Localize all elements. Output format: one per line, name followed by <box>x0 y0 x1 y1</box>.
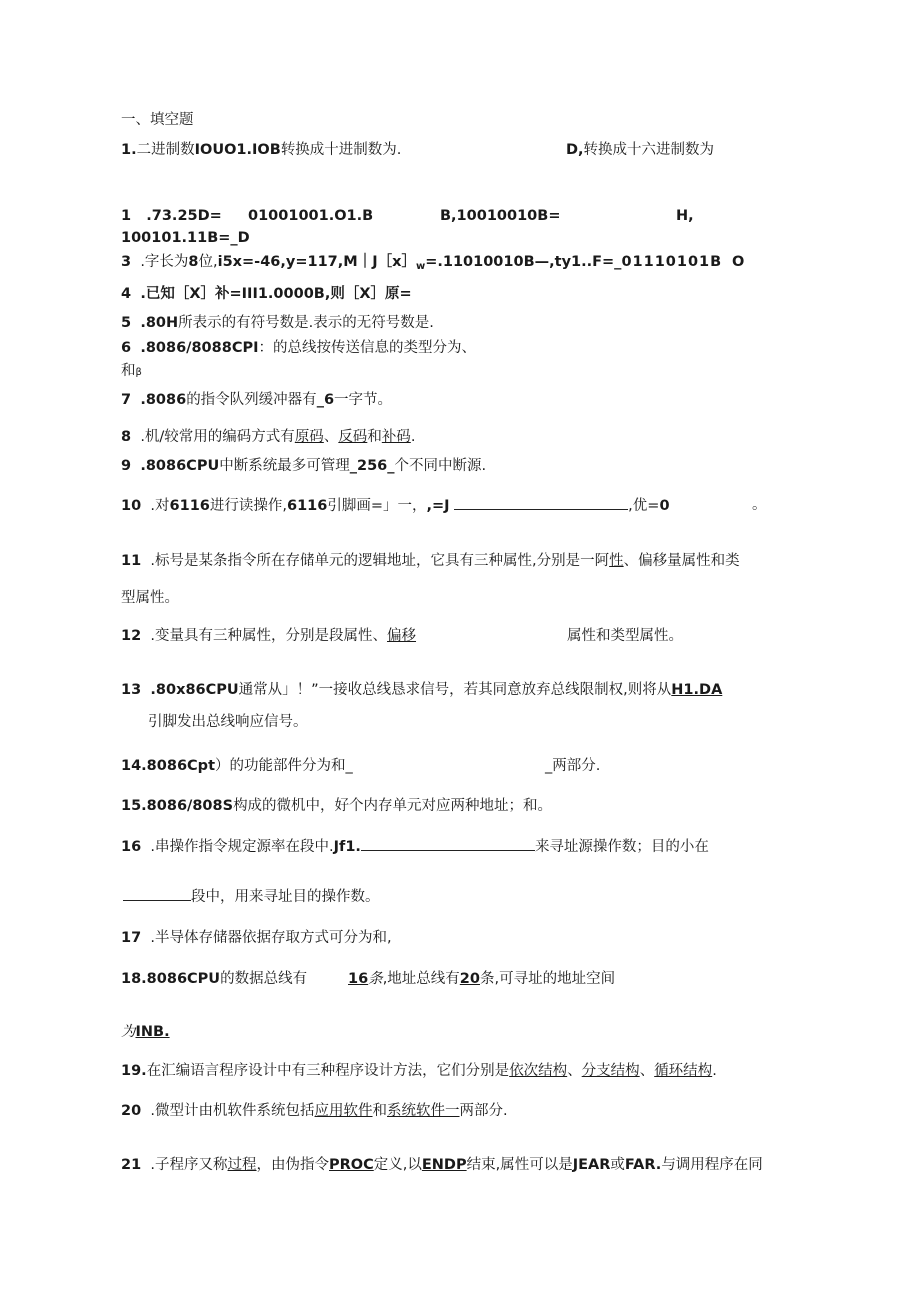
q2-text: .73.25D= <box>146 208 222 224</box>
q19-number: 19. <box>121 1063 147 1079</box>
q9-text: .8086CPU <box>140 458 220 474</box>
question-16-line-2 <box>123 886 380 907</box>
q13-answer: H1.DA <box>671 682 723 698</box>
q18-text: 条,可寻址的地址空间 <box>479 971 616 987</box>
q2-value: B,10010010B= <box>440 208 561 224</box>
q12-answer: 偏移 <box>387 628 417 644</box>
q4-number: 4 <box>121 286 132 302</box>
q3-subscript: w <box>415 261 426 272</box>
q18-text: 18.8086CPU <box>121 971 221 987</box>
q21-text: 或 <box>610 1157 625 1173</box>
question-20 <box>121 1101 508 1121</box>
q2-answer-1 <box>248 206 373 226</box>
question-14 <box>121 756 353 776</box>
question-17 <box>121 928 392 948</box>
q7-text: 一字节。 <box>334 392 393 408</box>
q2-number: 1 <box>121 208 132 224</box>
q2-answer-2 <box>440 206 560 226</box>
question-6 <box>121 338 476 358</box>
q20-number: 20 <box>121 1103 142 1119</box>
q13-number: 13 <box>121 682 142 698</box>
q4-text: .已知［X］补=III1.0000B,则［X］原= <box>140 286 412 302</box>
q3-text: i5x=-46,y=117,M｜J［x］ <box>217 254 416 270</box>
q6-text: β <box>135 367 142 378</box>
q3-text: .字长为 <box>140 254 189 270</box>
q10-number: 10 <box>121 498 142 514</box>
q10-text: ,=J <box>426 498 450 514</box>
q8-text: .机/较常用的编码方式有 <box>140 429 295 445</box>
q12-tail <box>567 626 683 646</box>
q1-text: 转换成十进制数为. <box>280 142 402 158</box>
q18-answer: 16 <box>348 971 369 987</box>
question-8 <box>121 427 415 447</box>
q18-answer: 20 <box>459 971 480 987</box>
q16-text: 来寻址源操作数；目的小在 <box>534 839 709 855</box>
q11-number: 11 <box>121 553 142 569</box>
q6-number: 6 <box>121 340 132 356</box>
q12-text: 属性和类型属性。 <box>567 628 683 644</box>
q6-text: 和 <box>121 363 136 379</box>
q9-answer: _256_ <box>349 458 395 474</box>
q12-number: 12 <box>121 628 142 644</box>
q10-blank <box>454 495 628 510</box>
q20-text: 两部分. <box>459 1103 508 1119</box>
q21-text: 与调用程序在同 <box>661 1157 763 1173</box>
q10-text: ,优= <box>628 498 660 514</box>
q21-text: 定义,以 <box>373 1157 422 1173</box>
q1-text: 二进制数 <box>136 142 195 158</box>
q3-answer: 01110101B <box>621 254 723 270</box>
q21-answer: ENDP <box>421 1157 467 1173</box>
q21-answer: JEAR <box>572 1157 611 1173</box>
q2-answer-3 <box>676 206 694 226</box>
q2-value: 01001001.O1.B <box>248 208 374 224</box>
q21-answer: PROC <box>329 1157 374 1173</box>
q9-text: 个不同中断源. <box>394 458 487 474</box>
q18-continued <box>348 969 615 989</box>
q3-tail <box>732 252 744 272</box>
q8-answer: 原码 <box>294 429 324 445</box>
q15-text: 15.8086/808S <box>121 798 234 814</box>
question-2 <box>121 206 222 226</box>
q12-text: .变量具有三种属性，分别是段属性、 <box>150 628 388 644</box>
q5-text: .80H <box>140 315 179 331</box>
question-19 <box>121 1061 717 1081</box>
q8-answer: 补码 <box>381 429 411 445</box>
q21-text: 结束,属性可以是 <box>466 1157 573 1173</box>
q10-text: 。 <box>752 497 767 513</box>
q11-text: 型属性。 <box>121 590 179 606</box>
q6-text: ：的总线按传送信息的类型分为、 <box>258 340 476 356</box>
q14-text: _两部分. <box>545 758 601 774</box>
q21-answer: FAR. <box>624 1157 662 1173</box>
question-3 <box>121 252 722 277</box>
q11-answer: 性 <box>609 553 624 569</box>
q16-number: 16 <box>121 839 142 855</box>
q19-text: 在汇编语言程序设计中有三种程序设计方法，它们分别是 <box>146 1063 510 1079</box>
q1-binary: IOUO1.IOB <box>194 142 281 158</box>
q21-number: 21 <box>121 1157 142 1173</box>
q10-answer: 0 <box>659 498 670 514</box>
q20-text: 和 <box>372 1103 388 1119</box>
question-10 <box>121 495 670 516</box>
q19-answer: 依次结构 <box>509 1063 568 1079</box>
question-13 <box>121 680 722 700</box>
question-7 <box>121 390 392 410</box>
q21-text: .子程序又称 <box>150 1157 228 1173</box>
q16-blank <box>361 836 535 851</box>
question-6-line-2 <box>121 361 142 383</box>
q19-text: 、 <box>567 1063 582 1079</box>
q13-text: 通常从」！”一接收总线恳求信号，若其同意放弃总线限制权,则将从 <box>238 682 672 698</box>
q16-blank-2 <box>123 886 191 901</box>
question-12 <box>121 626 416 646</box>
question-11 <box>121 551 740 571</box>
question-11-line-2 <box>121 588 179 608</box>
q21-text: ，由伪指令 <box>256 1157 330 1173</box>
question-1 <box>121 140 401 160</box>
q10-text: 6116 <box>169 498 210 514</box>
q3-text: =.11010010B—,ty1..F=_ <box>425 254 622 270</box>
q7-answer: _6 <box>316 392 335 408</box>
question-18-line-2 <box>121 1022 170 1042</box>
q10-tail <box>752 495 767 515</box>
q17-number: 17 <box>121 930 142 946</box>
question-16 <box>121 836 709 857</box>
q19-answer: 分支结构 <box>581 1063 640 1079</box>
q6-text: .8086/8088CPI <box>140 340 259 356</box>
q8-answer: 反码 <box>338 429 368 445</box>
question-9 <box>121 456 486 476</box>
q13-text: 引脚发出总线响应信号。 <box>148 714 308 730</box>
q2-value: H, <box>676 208 694 224</box>
q16-text: Jf1. <box>333 839 361 855</box>
q1-text: 转换成十六进制数为 <box>583 142 715 158</box>
q15-text: 构成的微机中，好个内存单元对应两种地址；和。 <box>233 798 553 814</box>
q18-answer: INB. <box>135 1024 170 1040</box>
q20-answer: 应用软件 <box>314 1103 373 1119</box>
q14-tail <box>545 756 600 776</box>
q19-text: . <box>712 1063 717 1079</box>
q10-text: 引脚画=」一， <box>327 498 427 514</box>
q7-number: 7 <box>121 392 132 408</box>
q18-text: 的数据总线有 <box>220 971 308 987</box>
q2-line-2 <box>121 228 250 248</box>
q8-text: 和 <box>367 429 382 445</box>
q1-number: 1. <box>121 142 137 158</box>
question-1-tail <box>566 140 714 160</box>
q10-text: 6116 <box>286 498 328 514</box>
q3-text: O <box>732 254 745 270</box>
q19-text: 、 <box>639 1063 655 1079</box>
question-13-line-2 <box>148 712 308 732</box>
q10-text: .对 <box>150 498 170 514</box>
question-4 <box>121 284 412 304</box>
question-15 <box>121 796 552 816</box>
q3-text: 位, <box>198 254 218 270</box>
q13-text: .80x86CPU <box>150 682 239 698</box>
q14-text: ）的功能部件分为和_ <box>215 758 353 774</box>
heading-text: 一、填空题 <box>121 112 194 128</box>
q3-number: 3 <box>121 254 132 270</box>
question-21 <box>121 1155 763 1175</box>
q14-text: 14.8086Cpt <box>121 758 215 774</box>
q18-text: ,地址总线有 <box>382 971 460 987</box>
q5-number: 5 <box>121 315 132 331</box>
q18-text: 为 <box>121 1024 136 1040</box>
q11-text: .标号是某条指令所在存储单元的逻辑地址，它具有三种属性,分别是一阿 <box>150 553 610 569</box>
q16-text: 段中，用来寻址目的操作数。 <box>191 889 380 905</box>
q5-text: 所表示的有符号数是.表示的无符号数是. <box>178 315 434 331</box>
q9-text: 中断系统最多可管理 <box>219 458 350 474</box>
q21-answer: 过程 <box>227 1157 257 1173</box>
question-18 <box>121 969 307 989</box>
q20-text: .微型计由机软件系统包括 <box>150 1103 315 1119</box>
q17-text: .半导体存储器依据存取方式可分为和, <box>150 930 392 946</box>
q7-text: .8086 <box>140 392 187 408</box>
q10-text: 进行读操作, <box>209 498 287 514</box>
q11-text: 、偏移量属性和类 <box>623 553 740 569</box>
question-5 <box>121 313 434 333</box>
q19-answer: 循环结构 <box>654 1063 713 1079</box>
q8-text: 、 <box>323 429 339 445</box>
q9-number: 9 <box>121 458 132 474</box>
q7-text: 的指令队列缓冲器有 <box>186 392 317 408</box>
q20-answer: 系统软件一 <box>387 1103 460 1119</box>
q2-value: 100101.11B=_D <box>121 230 250 246</box>
q3-text: 8 <box>188 254 199 270</box>
section-heading <box>121 110 194 130</box>
q16-text: .串操作指令规定源率在段中. <box>150 839 334 855</box>
q18-text: 条 <box>368 971 383 987</box>
q8-text: . <box>410 429 416 445</box>
q1-answer: D, <box>566 142 584 158</box>
q8-number: 8 <box>121 429 132 445</box>
